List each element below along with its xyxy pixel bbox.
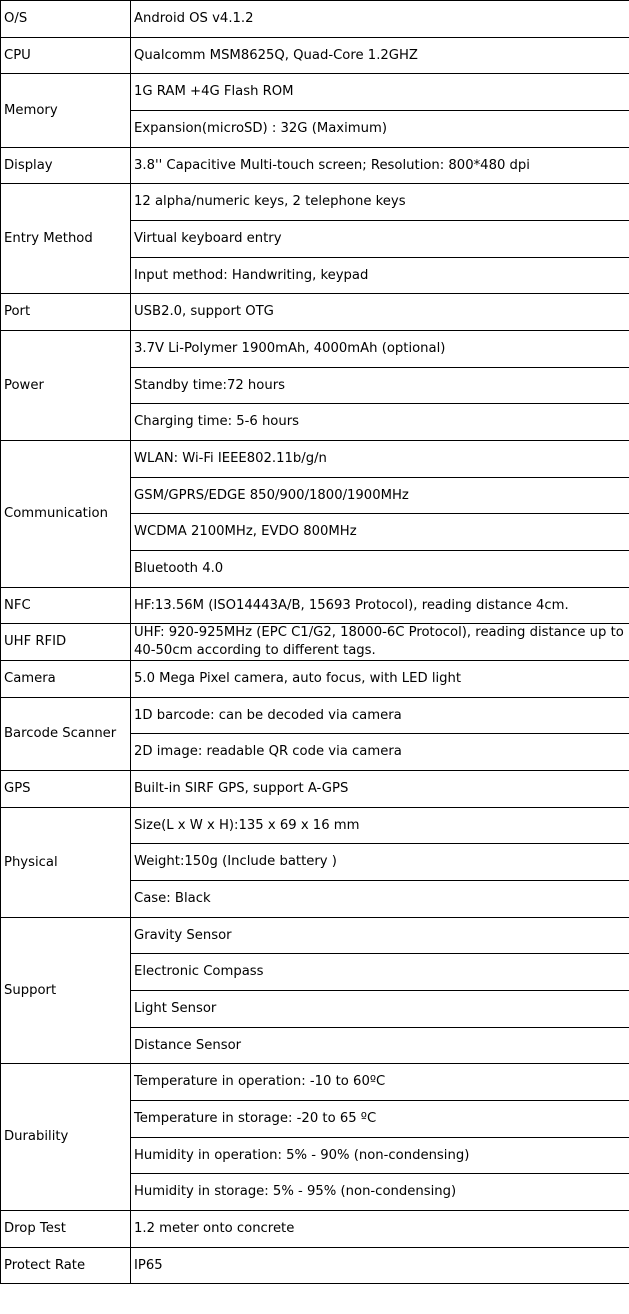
- table-row: [1, 74, 629, 111]
- table-row: [1, 294, 629, 331]
- spec-label-durability: Durability: [1, 1064, 131, 1211]
- table-row: [1, 588, 629, 624]
- spec-label-nfc: NFC: [1, 588, 131, 624]
- spec-label-port: Port: [1, 294, 131, 331]
- spec-label-display: Display: [1, 148, 131, 184]
- spec-label-support: Support: [1, 918, 131, 1064]
- spec-label-entry-method: Entry Method: [1, 184, 131, 294]
- spec-value-communication: WLAN: Wi-Fi IEEE802.11b/g/n: [131, 441, 629, 478]
- spec-label-memory: Memory: [1, 74, 131, 148]
- table-row: [1, 1211, 629, 1248]
- spec-value-physical: Case: Black: [131, 881, 629, 918]
- table-row: [1, 771, 629, 808]
- spec-value-communication: WCDMA 2100MHz, EVDO 800MHz: [131, 514, 629, 551]
- table-row: [1, 1064, 629, 1101]
- spec-label-communication: Communication: [1, 441, 131, 588]
- spec-label-physical: Physical: [1, 808, 131, 918]
- spec-value-support: Distance Sensor: [131, 1028, 629, 1064]
- spec-value-barcode-scanner: 2D image: readable QR code via camera: [131, 734, 629, 771]
- spec-value-support: Electronic Compass: [131, 954, 629, 991]
- spec-label-gps: GPS: [1, 771, 131, 808]
- spec-label-protect-rate: Protect Rate: [1, 1248, 131, 1284]
- spec-value-support: Gravity Sensor: [131, 918, 629, 954]
- spec-value-protect-rate: IP65: [131, 1248, 629, 1284]
- table-row: [1, 624, 629, 661]
- spec-value-entry-method: Virtual keyboard entry: [131, 221, 629, 258]
- spec-label-uhf-rfid: UHF RFID: [1, 624, 131, 661]
- spec-value-port: USB2.0, support OTG: [131, 294, 629, 331]
- spec-value-memory: 1G RAM +4G Flash ROM: [131, 74, 629, 111]
- spec-value-durability: Humidity in storage: 5% - 95% (non-condensing): [131, 1174, 629, 1211]
- spec-value-cpu: Qualcomm MSM8625Q, Quad-Core 1.2GHZ: [131, 38, 629, 74]
- spec-value-communication: Bluetooth 4.0: [131, 551, 629, 588]
- table-row: [1, 1248, 629, 1284]
- spec-value-physical: Weight:150g (Include battery ): [131, 844, 629, 881]
- spec-label-camera: Camera: [1, 661, 131, 698]
- spec-value-entry-method: 12 alpha/numeric keys, 2 telephone keys: [131, 184, 629, 221]
- spec-label-drop-test: Drop Test: [1, 1211, 131, 1248]
- spec-table-body: [1, 1, 629, 1284]
- table-row: [1, 148, 629, 184]
- spec-value-gps: Built-in SIRF GPS, support A-GPS: [131, 771, 629, 808]
- table-row: [1, 1, 629, 38]
- spec-value-nfc: HF:13.56M (ISO14443A/B, 15693 Protocol), reading distance 4cm.: [131, 588, 629, 624]
- spec-value-memory: Expansion(microSD) : 32G (Maximum): [131, 111, 629, 148]
- table-row: [1, 441, 629, 478]
- table-row: [1, 918, 629, 954]
- spec-label-o-s: O/S: [1, 1, 131, 38]
- table-row: [1, 184, 629, 221]
- spec-value-durability: Temperature in storage: -20 to 65 ºC: [131, 1101, 629, 1138]
- spec-value-durability: Temperature in operation: -10 to 60ºC: [131, 1064, 629, 1101]
- spec-label-barcode-scanner: Barcode Scanner: [1, 698, 131, 771]
- spec-value-communication: GSM/GPRS/EDGE 850/900/1800/1900MHz: [131, 478, 629, 514]
- spec-label-power: Power: [1, 331, 131, 441]
- spec-value-drop-test: 1.2 meter onto concrete: [131, 1211, 629, 1248]
- table-row: [1, 38, 629, 74]
- spec-value-display: 3.8'' Capacitive Multi-touch screen; Resolution: 800*480 dpi: [131, 148, 629, 184]
- spec-value-uhf-rfid: UHF: 920-925MHz (EPC C1/G2, 18000-6C Protocol), reading distance up to 40-50cm according to different tags.: [131, 624, 629, 661]
- table-row: [1, 698, 629, 734]
- spec-label-cpu: CPU: [1, 38, 131, 74]
- spec-value-entry-method: Input method: Handwriting, keypad: [131, 258, 629, 294]
- spec-value-power: Standby time:72 hours: [131, 368, 629, 404]
- spec-value-power: Charging time: 5-6 hours: [131, 404, 629, 441]
- spec-value-physical: Size(L x W x H):135 x 69 x 16 mm: [131, 808, 629, 844]
- table-row: [1, 808, 629, 844]
- spec-value-camera: 5.0 Mega Pixel camera, auto focus, with LED light: [131, 661, 629, 698]
- spec-value-support: Light Sensor: [131, 991, 629, 1028]
- spec-value-power: 3.7V Li-Polymer 1900mAh, 4000mAh (optional): [131, 331, 629, 368]
- spec-value-o-s: Android OS v4.1.2: [131, 1, 629, 38]
- table-row: [1, 331, 629, 368]
- table-row: [1, 661, 629, 698]
- spec-value-barcode-scanner: 1D barcode: can be decoded via camera: [131, 698, 629, 734]
- spec-value-durability: Humidity in operation: 5% - 90% (non-condensing): [131, 1138, 629, 1174]
